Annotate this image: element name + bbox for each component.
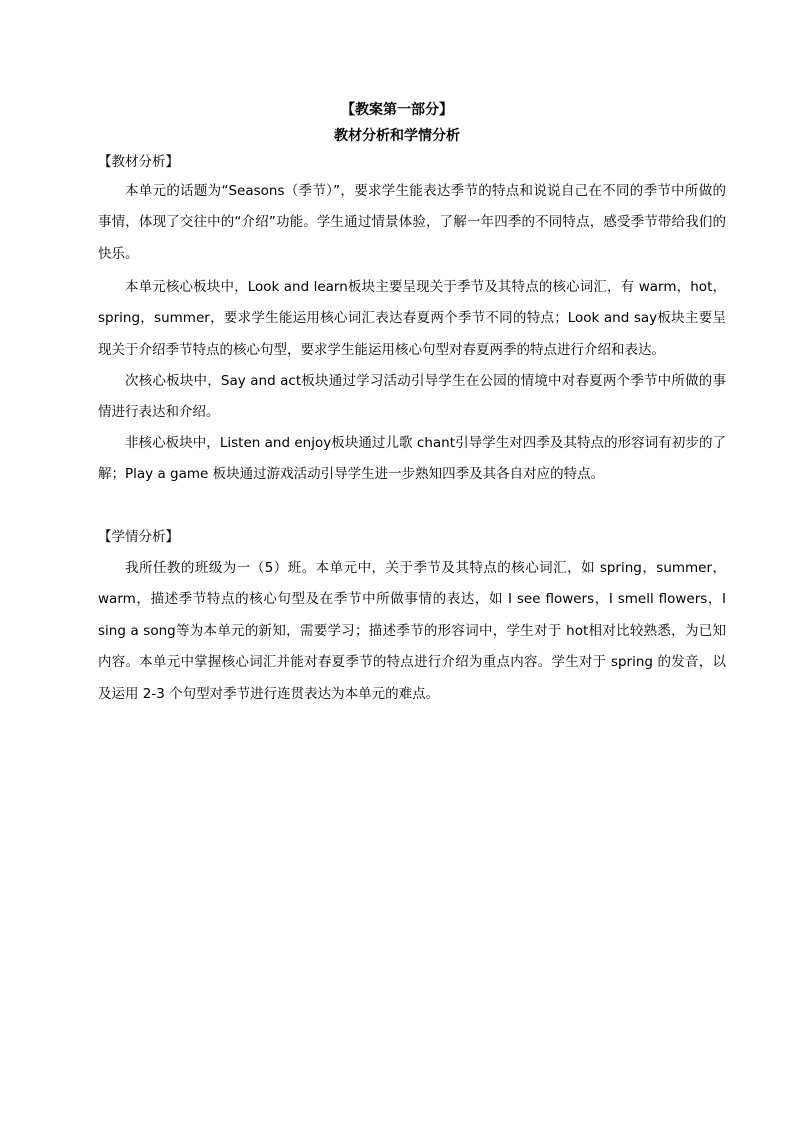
- paragraph-learner-analysis: 我所任教的班级为一（5）班。本单元中，关于季节及其特点的核心词汇，如 spring，summer，warm，描述季节特点的核心句型及在季节中所做事情的表达，如 I see flowers，I smell flowers，I sing a song等为本单元的新知，需要学习；描述季节的形容词中，学生对于 hot相对比较熟悉，为已知内容。本单元中掌握核心词汇并能对春夏季节的特点进行介绍为重点内容。学生对于 spring 的发音，以及运用 2-3 个句型对季节进行连贯表达为本单元的难点。: [98, 560, 726, 702]
- paragraph-core-section: 本单元核心板块中，Look and learn板块主要呈现关于季节及其特点的核心词汇，有 warm，hot，spring，summer，要求学生能运用核心词汇表达春夏两个季节不同的特点；Look and say板块主要呈现关于介绍季节特点的核心句型，要求学生能运用核心句型对春夏两季的特点进行介绍和表达。: [98, 279, 726, 358]
- paragraph-secondary-section: 次核心板块中，Say and act板块通过学习活动引导学生在公园的情境中对春夏两个季节中所做的事情进行表达和介绍。: [98, 373, 726, 421]
- paragraph-non-core-section: 非核心板块中，Listen and enjoy板块通过儿歌 chant引导学生对四季及其特点的形容词有初步的了解；Play a game 板块通过游戏活动引导学生进一步熟知四季及其各自对应的特点。: [98, 435, 726, 483]
- paragraph-topic: 本单元的话题为“Seasons（季节）”，要求学生能表达季节的特点和说说自己在不同的季节中所做的事情，体现了交往中的“介绍”功能。学生通过情景体验，了解一年四季的不同特点，感受季节带给我们的快乐。: [98, 183, 726, 262]
- document-subtitle: 教材分析和学情分析: [334, 128, 460, 144]
- document-title: 【教案第一部分】: [341, 102, 453, 118]
- section-heading-learner-analysis: 【学情分析】: [98, 529, 179, 545]
- section-heading-textbook-analysis: 【教材分析】: [98, 154, 179, 170]
